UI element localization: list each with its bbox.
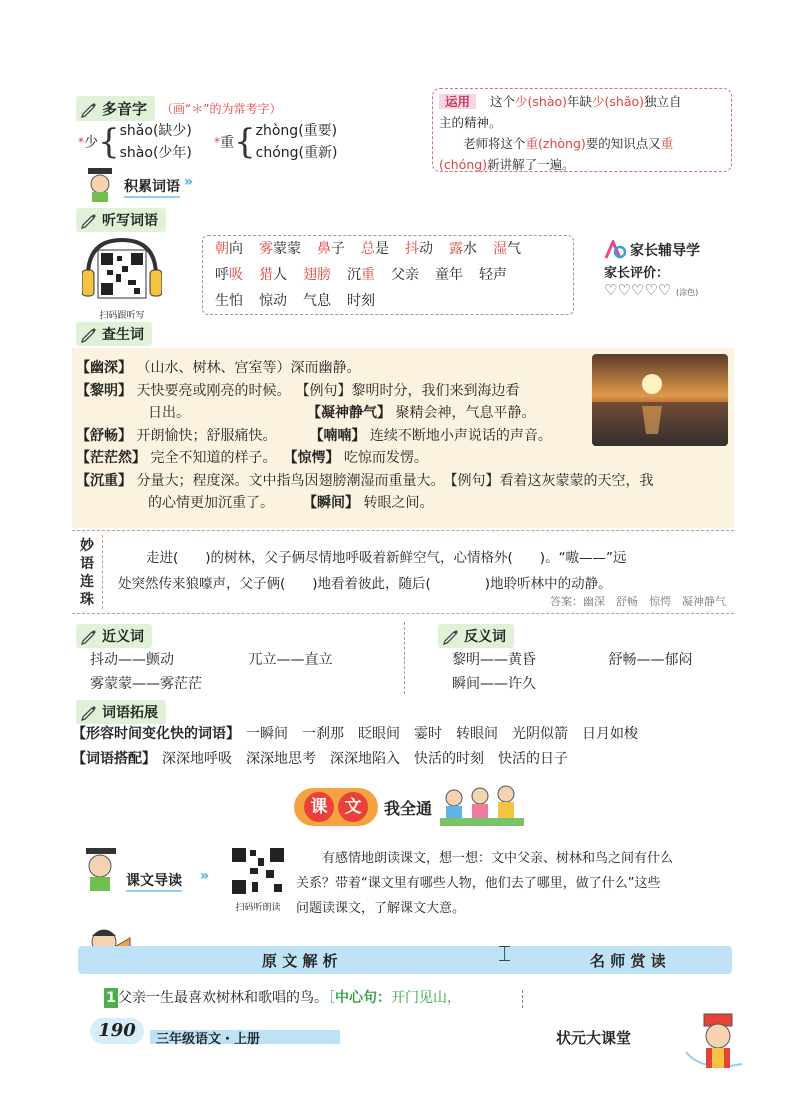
dictation-qr[interactable]: [82, 236, 162, 321]
antonym-pair: 瞬间——许久: [452, 676, 536, 692]
dictation-char: 呼: [215, 267, 229, 283]
expand-header: [76, 700, 166, 724]
mascot-icon: [682, 1012, 754, 1072]
guide-text: [296, 846, 736, 921]
dictation-char: 露: [449, 241, 463, 257]
dictation-word: [215, 267, 243, 283]
dictation-word: [347, 267, 375, 283]
entry-def: 吃惊而发愣。: [343, 450, 428, 466]
note-text: 开门见山，: [391, 990, 461, 1006]
miaoyu-char: 妙: [80, 538, 94, 554]
polyphone-shao: * 少 { shǎo(缺少) shào(少年): [78, 122, 192, 162]
dictation-char: 蒙: [287, 241, 301, 257]
expand-words: 深深地呼吸 深深地思考 深深地陷入 快活的时刻 快活的日子: [162, 751, 568, 767]
student-mascot-icon: [80, 168, 124, 202]
dictation-char: 鼻: [317, 241, 331, 257]
entry-def: 完全不知道的样子。: [150, 450, 277, 466]
dictation-word: [303, 267, 331, 283]
miaoyu-label: [78, 537, 96, 609]
entry-key: 【幽深】: [76, 360, 132, 376]
entry-key: 【惊愕】: [290, 450, 340, 466]
band-left-title: 原 文 解 析: [262, 952, 338, 970]
dictation-tag: [76, 208, 166, 232]
expand-words: 一瞬间 一刹那 眨眼间 霎时 转眼间 光阴似箭 日月如梭: [246, 726, 638, 742]
dictation-char: 子: [331, 241, 345, 257]
hearts-note: (涂色): [676, 288, 699, 297]
divider-bracket-icon: ⌶: [498, 942, 512, 967]
synonyms-title: 近义词: [102, 629, 144, 645]
expand-title: 词语拓展: [102, 705, 158, 721]
entry-def: 分量大；程度深。文中指鸟因翅膀潮湿而重量大。: [136, 472, 445, 489]
pencil-icon: [80, 627, 98, 645]
double-chevron-icon: »: [184, 174, 194, 190]
dictation-char: 水: [463, 241, 477, 257]
usage-text: 年缺: [567, 94, 593, 109]
miaoyu-line: 处突然传来狼嚎声，父子俩( )地看着彼此，随后( )地聆听林中的动静。: [118, 576, 612, 592]
pencil-icon: [80, 100, 98, 118]
dictation-word: 童年: [435, 267, 463, 283]
shao-pron1: shǎo(缺少): [119, 123, 192, 139]
usage-text: 主的精神。: [439, 115, 502, 130]
expand-tag: [76, 700, 166, 724]
usage-text: 少(shào): [515, 94, 568, 109]
guide-line: 有感情地朗读课文，想一想：文中父亲、树林和鸟之间有什么: [322, 851, 674, 866]
badge-char: 文: [338, 792, 368, 822]
entry-key: 【沉重】: [76, 472, 132, 489]
guide-line: 问题读课文，了解课文大意。: [296, 901, 466, 916]
newwords-title: 查生词: [102, 327, 144, 343]
dictation-char: 雾: [259, 241, 273, 257]
polyphone-note: （画“＊”的为常考字）: [161, 102, 282, 116]
dictation-word: [317, 241, 345, 257]
dictation-word: [259, 241, 301, 257]
dictation-char: 湿: [493, 241, 507, 257]
book-title: 三年级语文・上册: [156, 1032, 261, 1047]
miaoyu-char: 语: [80, 556, 94, 572]
miaoyu-divider: [102, 535, 105, 609]
analysis-band: [78, 942, 732, 974]
note-label: 中心句：: [335, 990, 391, 1006]
guide-qr[interactable]: [230, 846, 286, 913]
note-bracket: ［: [328, 990, 335, 1006]
parent-title: 家长辅导学: [630, 243, 700, 259]
entry-key: 【黎明】: [76, 382, 132, 399]
parent-eval-label: 家长评价：: [604, 266, 670, 281]
example-text: 的心情更加沉重了。: [148, 495, 274, 511]
antonym-pair: 黎明——黄昏: [452, 652, 536, 668]
synonyms-list: [90, 648, 332, 696]
dictation-word: [215, 241, 243, 257]
kewen-banner: [294, 784, 524, 832]
dictation-word: 轻声: [479, 267, 507, 283]
example-key: 【例句】: [450, 472, 500, 489]
miaoyu-text: [118, 545, 730, 597]
page-number: 190: [90, 1018, 144, 1044]
guide-header: [80, 846, 230, 894]
double-chevron-icon: »: [200, 868, 210, 884]
antonym-pair: 舒畅——郁闷: [608, 652, 693, 668]
guide-line: 关系？带着“课文里有哪些人物，他们去了哪里，做了什么”这些: [296, 876, 661, 891]
example-key: 【例句】: [302, 382, 352, 399]
student-mascot-icon: [80, 846, 124, 894]
dictation-char: 气: [507, 241, 521, 257]
dictation-char: 人: [273, 267, 287, 283]
entry-key: 【舒畅】: [76, 427, 132, 444]
entry-def: 天快要亮或刚亮的时候。: [136, 382, 291, 399]
dictation-char: 膀: [317, 267, 331, 283]
synonym-pair: 雾蒙蒙——雾茫茫: [90, 676, 202, 692]
paragraph-text: 父亲一生最喜欢树林和歌唱的鸟。: [118, 990, 328, 1006]
footer: [90, 1018, 490, 1048]
dictation-row: [215, 262, 561, 288]
usage-text: 老师将这个: [463, 136, 526, 151]
entry-def: 连续不断地小声说话的声音。: [369, 427, 552, 444]
usage-box: [432, 88, 732, 172]
zhong-pron2: chóng(重新): [255, 145, 338, 161]
dictation-char: 吸: [229, 267, 243, 283]
zhong-char: 重: [220, 135, 234, 151]
polyphone-tag: [76, 96, 155, 121]
polyphone-header: [76, 96, 281, 121]
antonyms-list: [452, 648, 692, 696]
shao-pron2: shào(少年): [119, 145, 192, 161]
dictation-word: [405, 241, 433, 257]
kewen-title: 我全通: [384, 799, 433, 818]
kewen-badge: [294, 788, 378, 826]
parent-logo-icon: [604, 240, 626, 260]
entry-key: 【瞬间】: [310, 495, 359, 511]
polyphone-zhong: * 重 { zhòng(重要) chóng(重新): [214, 122, 338, 162]
dictation-words-box: [202, 235, 574, 315]
miaoyu-box: [72, 530, 734, 614]
dictation-row: [215, 288, 561, 314]
accumulate-title: 积累词语: [124, 176, 180, 198]
students-reading-icon: [440, 784, 524, 830]
dictation-char: 重: [361, 267, 375, 283]
expand-label: 【形容时间变化快的词语】: [72, 726, 240, 742]
example-text: 日出。: [148, 405, 190, 421]
dictation-char: 翅: [303, 267, 317, 283]
expand-content: [72, 722, 638, 772]
badge-char: 课: [304, 792, 334, 822]
parent-guide: [604, 240, 734, 299]
example-text: 黎明时分，我们来到海边看: [351, 382, 520, 399]
paragraph-number: 1: [104, 988, 118, 1008]
dictation-char: 猎: [259, 267, 273, 283]
newwords-header: [76, 322, 152, 346]
shao-char: 少: [84, 135, 98, 151]
brand-name: 状元大课堂: [556, 1029, 632, 1047]
dictation-word: 惊动: [259, 293, 287, 309]
dictation-word: 生怕: [215, 293, 243, 309]
dictation-word: 父亲: [391, 267, 419, 283]
band-right-title: 名 师 赏 读: [590, 952, 666, 970]
answer-label: 答案：: [550, 595, 583, 608]
headphones-qr-icon: [82, 236, 162, 306]
usage-text: 少(shǎo): [592, 94, 645, 109]
entry-def: 开朗愉快；舒服痛快。: [136, 427, 277, 444]
dictation-char: 动: [419, 241, 433, 257]
entry-def: 转眼之间。: [363, 495, 434, 511]
dictation-char: 蒙: [273, 241, 287, 257]
dictation-word: [259, 267, 287, 283]
dictation-word: [449, 241, 477, 257]
usage-text: 独立自: [644, 94, 682, 109]
dictation-word: [361, 241, 389, 257]
usage-text: 要的知识点又: [585, 136, 661, 151]
qr-caption: 扫码听朗读: [235, 903, 281, 913]
entry-def: 聚精会神，气息平静。: [395, 405, 536, 421]
accumulate-header: [80, 168, 220, 202]
usage-tag: 运用: [439, 94, 476, 109]
guide-title: 课文导读: [126, 870, 182, 892]
antonyms-tag: [438, 624, 514, 648]
dictation-word: [493, 241, 521, 257]
dictation-header: [76, 208, 166, 232]
dictation-char: 抖: [405, 241, 419, 257]
newwords-tag: [76, 322, 152, 346]
entry-key: 【凝神静气】: [314, 405, 391, 421]
synonym-pair: 兀立——直立: [248, 652, 333, 668]
pencil-icon: [80, 211, 98, 229]
usage-text: 重(zhòng): [525, 136, 586, 151]
column-divider: [404, 622, 405, 694]
miaoyu-char: 珠: [80, 592, 94, 608]
entry-key: 【喃喃】: [316, 427, 366, 444]
dictation-char: 沉: [347, 267, 361, 283]
dictation-word: 时刻: [347, 293, 375, 309]
newwords-entries: [76, 357, 653, 515]
usage-text: 这个: [490, 94, 516, 109]
example-text: 看着这灰蒙蒙的天空，我: [499, 472, 654, 489]
miaoyu-char: 连: [80, 574, 94, 590]
synonym-pair: 抖动——颤动: [90, 652, 174, 668]
synonyms-tag: [76, 624, 152, 648]
miaoyu-line: 走进( )的树林，父子俩尽情地呼吸着新鲜空气，心情格外( )。“嗷——”远: [146, 550, 627, 566]
usage-text: 重: [660, 136, 674, 151]
zhong-pron1: zhòng(重要): [255, 123, 338, 139]
dictation-row: [215, 236, 561, 262]
entry-key: 【茫茫然】: [76, 450, 146, 466]
dictation-char: 总: [361, 241, 375, 257]
dictation-title: 听写词语: [102, 213, 158, 229]
qr-code-icon: [230, 846, 286, 896]
usage-text: 新讲解了一遍。: [487, 157, 575, 172]
paragraph-divider: [522, 990, 523, 1008]
entry-def: （山水、树林、宫室等）深而幽静。: [136, 360, 361, 376]
answer-words: 幽深 舒畅 惊愕 凝神静气: [583, 595, 726, 608]
dictation-char: 向: [229, 241, 243, 257]
dictation-word: 气息: [303, 293, 331, 309]
expand-label: 【词语搭配】: [72, 751, 156, 767]
pencil-icon: [80, 703, 98, 721]
antonyms-header: [438, 624, 514, 648]
heart-rating[interactable]: ♡♡♡♡♡: [604, 281, 672, 299]
pencil-icon: [80, 325, 98, 343]
qr-caption: 扫码跟听写: [99, 311, 145, 321]
polyphone-title: 多音字: [102, 100, 148, 118]
miaoyu-answer: [550, 593, 726, 609]
antonyms-title: 反义词: [464, 629, 506, 645]
usage-text: (chóng): [439, 157, 488, 172]
dictation-char: 朝: [215, 241, 229, 257]
dictation-char: 是: [375, 241, 389, 257]
synonyms-header: [76, 624, 152, 648]
paragraph-1: [104, 988, 461, 1008]
pencil-icon: [442, 627, 460, 645]
